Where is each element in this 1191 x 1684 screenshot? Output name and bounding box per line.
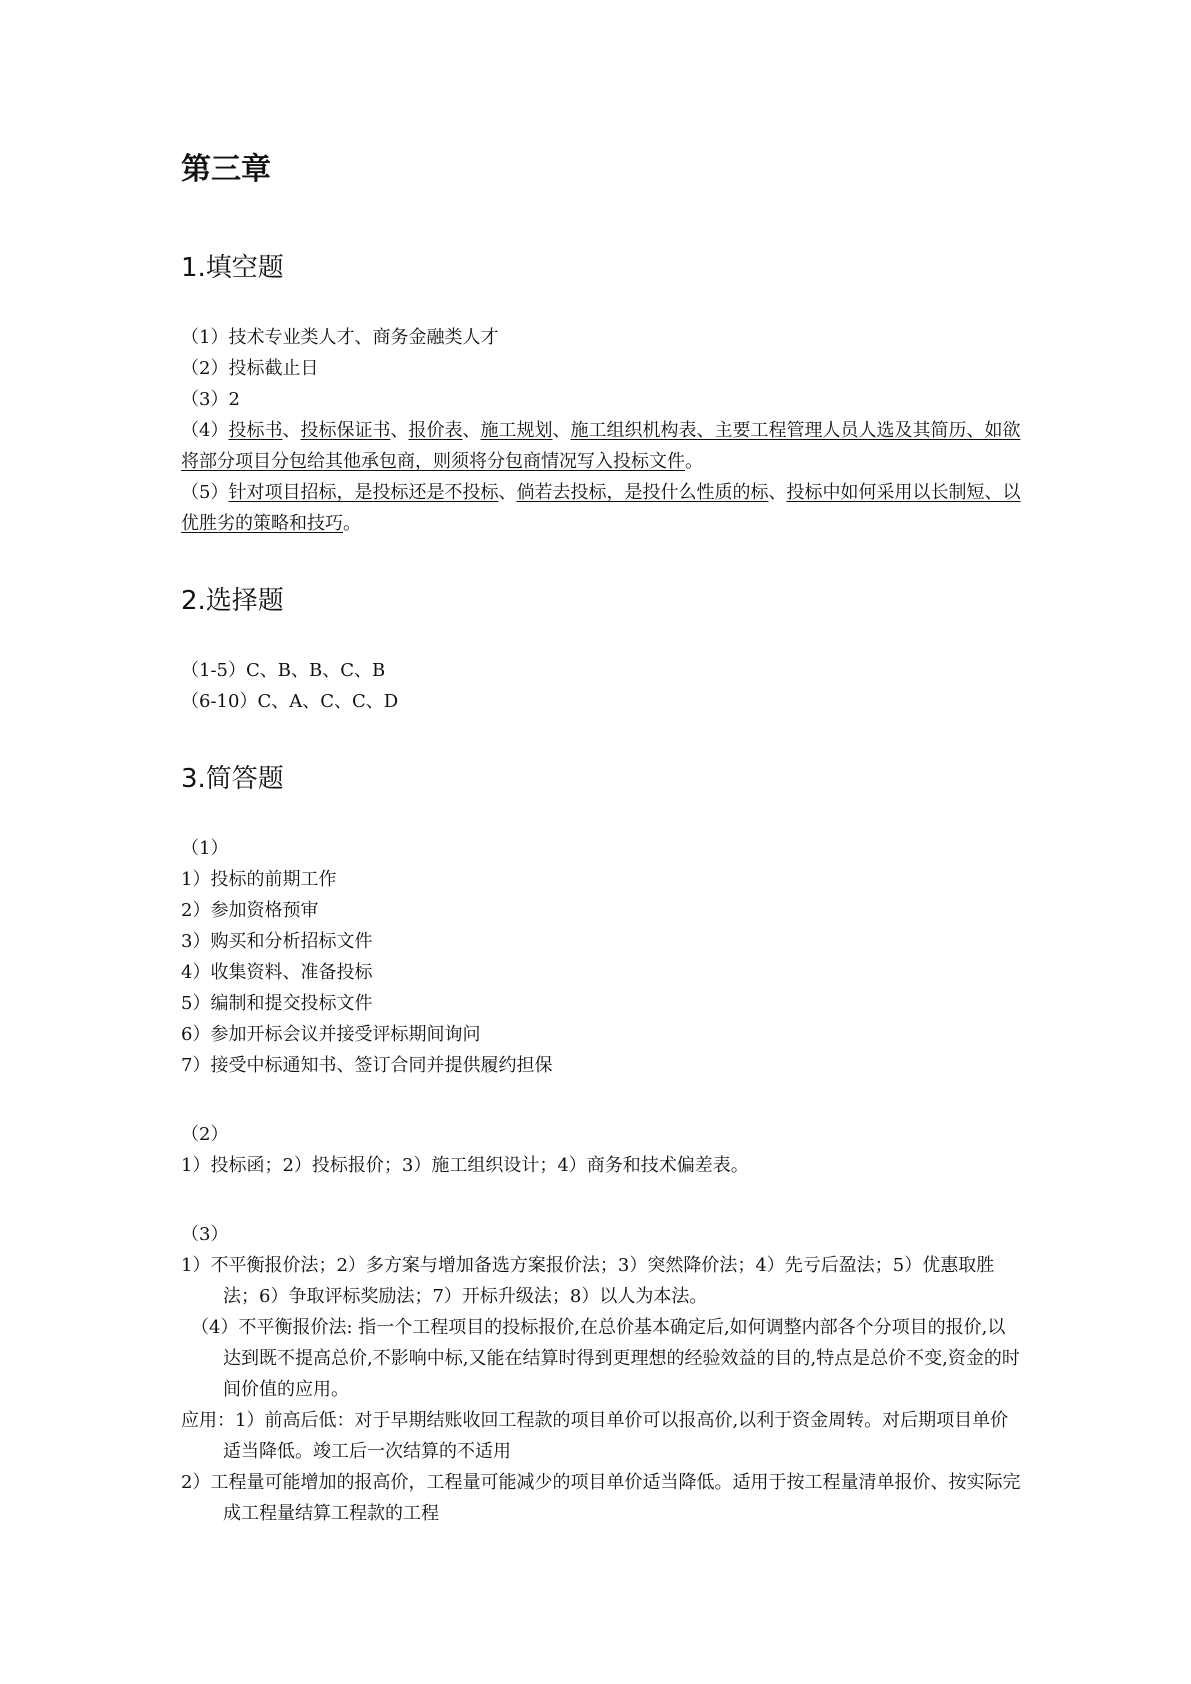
chapter-title: 第三章: [181, 152, 271, 187]
section-title-fill: 1.填空题: [181, 253, 284, 283]
fill-answer-4-prefix: （4）: [181, 420, 229, 441]
application-2-text: 2）工程量可能增加的报高价，工程量可能减少的项目单价适当降低。适用于按工程量清单报价、按实际完成工程量结算工程款的工程: [181, 1472, 1021, 1524]
application-1-text: 应用：1）前高后低：对于早期结账收回工程款的项目单价可以报高价,以利于资金周转。对后期项目单价适当降低。竣工后一次结算的不适用: [181, 1410, 1009, 1462]
fill-answer-4-end: 。: [685, 451, 703, 472]
short-answer-1-item: 4）收集资料、准备投标: [181, 962, 373, 983]
short-answer-1-item: 5）编制和提交投标文件: [181, 993, 373, 1014]
fill-answer-4-part: 施工规划: [480, 420, 553, 441]
fill-answer-5: [181, 477, 1021, 539]
document-page: [181, 150, 1021, 1529]
short-answer-1-item: 1）投标的前期工作: [181, 869, 337, 890]
short-answer-1-item: 7）接受中标通知书、签订合同并提供履约担保: [181, 1055, 553, 1076]
fill-answer-3: （3）2: [181, 389, 240, 410]
fill-answer-4-sep: 、: [552, 420, 571, 441]
short-answer-3-label: （3）: [181, 1224, 229, 1245]
fill-answer-5-sep: 、: [768, 482, 787, 503]
spacer: [181, 717, 1021, 761]
fill-answer-5-end: 。: [343, 513, 361, 534]
short-answer-1-label: （1）: [181, 838, 229, 859]
fill-answer-5-prefix: （5）: [181, 482, 229, 503]
short-answer-1-item: 6）参加开标会议并接受评标期间询问: [181, 1024, 481, 1045]
spacer: [181, 1081, 1021, 1119]
fill-answer-4-sep: 、: [282, 420, 301, 441]
short-answer-1-item: 3）购买和分析招标文件: [181, 931, 373, 952]
fill-answer-4-part: 投标保证书: [300, 420, 391, 441]
fill-answer-5-part: 投标中如何采用以长制短、以优胜劣的策略和技巧: [181, 482, 1021, 534]
short-answer-1-item: 2）参加资格预审: [181, 900, 319, 921]
fill-answer-4-sep: 、: [462, 420, 481, 441]
spacer: [181, 1181, 1021, 1219]
section-title-choice: 2.选择题: [181, 586, 284, 616]
choice-answers-row-1: （1-5）C、B、B、C、B: [181, 660, 386, 681]
fill-answer-5-part: 倘若去投标，是投什么性质的标: [516, 482, 769, 503]
fill-answer-1: （1）技术专业类人才、商务金融类人才: [181, 327, 499, 348]
fill-answer-4-sep: 、: [390, 420, 409, 441]
short-answer-2-label: （2）: [181, 1124, 229, 1145]
fill-answer-4-part: 报价表: [408, 420, 463, 441]
section-title-short: 3.简答题: [181, 764, 284, 794]
fill-answer-2: （2）投标截止日: [181, 358, 319, 379]
spacer: [181, 539, 1021, 583]
short-answer-3-text: 1）不平衡报价法；2）多方案与增加备选方案报价法；3）突然降价法；4）先亏后盈法；5）优惠取胜法；6）争取评标奖励法；7）开标升级法；8）以人为本法。: [181, 1255, 995, 1307]
fill-answer-4-part: 施工组织机构表、主要工程管理人员人选及其简历、如欲将部分项目分包给其他承包商，则须将分包商情况写入投标文件: [181, 420, 1021, 472]
short-answer-2-text: 1）投标函；2）投标报价；3）施工组织设计；4）商务和技术偏差表。: [181, 1155, 749, 1176]
fill-answer-5-sep: 、: [498, 482, 517, 503]
short-answer-4-text: （4）不平衡报价法: 指一个工程项目的投标报价,在总价基本确定后,如何调整内部各个分项目的报价,以达到既不提高总价,不影响中标,又能在结算时得到更理想的经验效益的目的,特点是总价不变,资金的时间价值的应用。: [191, 1317, 1020, 1400]
fill-answer-5-part: 针对项目招标，是投标还是不投标: [228, 482, 499, 503]
choice-answers-row-2: （6-10）C、A、C、C、D: [181, 691, 399, 712]
fill-answer-4: [181, 415, 1021, 477]
fill-answer-4-part: 投标书: [228, 420, 283, 441]
